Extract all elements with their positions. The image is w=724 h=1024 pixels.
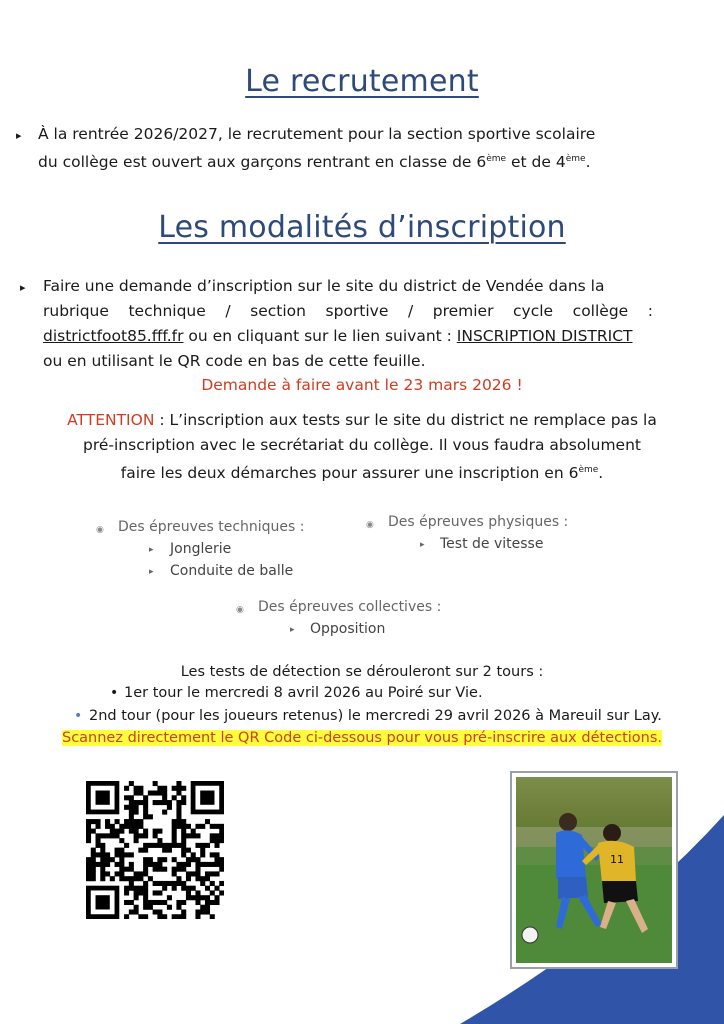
scan-instruction: Scannez directement le QR Code ci-dessous pour vous pré-inscrire aux détections.	[61, 730, 663, 746]
recrutement-text: À la rentrée 2026/2027, le recrutement pour la section sportive scolaire du collège est ouvert aux garçons rentrant en classe de 6ème et de 4ème.	[38, 125, 596, 172]
bullet-dot-icon: •	[110, 685, 119, 701]
epreuve-jonglerie: Jonglerie	[170, 541, 232, 557]
modalites-text: Faire une demande d’inscription sur le site du district de Vendée dans la rubrique technique / section sportive / premier cycle collège : districtfoot85.fff.fr ou en cliquant sur le lien suivant : INSCRIPTION DISTRICT ou en utilisant le QR code en bas de cette feuille.	[43, 277, 653, 370]
football-photo	[510, 771, 678, 969]
epreuve-opposition: Opposition	[310, 621, 386, 637]
bullet-triangle-icon: ▸	[149, 567, 154, 577]
jersey-number: 11	[610, 853, 624, 866]
epreuves-techniques-title: Des épreuves techniques :	[118, 519, 305, 535]
inscription-district-link[interactable]: INSCRIPTION DISTRICT	[456, 327, 633, 345]
epreuve-vitesse: Test de vitesse	[440, 536, 544, 552]
bullet-dot-icon: ◉	[366, 520, 374, 530]
bullet-triangle-icon: ▸	[420, 540, 425, 550]
bullet-triangle-icon: ▸	[149, 545, 154, 555]
epreuve-conduite: Conduite de balle	[170, 563, 294, 579]
district-site-link[interactable]: districtfoot85.fff.fr	[43, 327, 184, 345]
bullet-triangle-icon: ▸	[16, 129, 22, 142]
bullet-dot-icon: •	[74, 708, 83, 724]
bullet-dot-icon: ◉	[236, 605, 244, 615]
bullet-dot-icon: ◉	[96, 525, 104, 535]
attention-block: ATTENTION : L’inscription aux tests sur le site du district ne remplace pas la pré-inscription avec le secrétariat du collège. Il vous faudra absolument faire les deux démarches pour assurer une inscription en 6ème.	[67, 411, 657, 483]
epreuves-physiques-title: Des épreuves physiques :	[388, 514, 569, 530]
recrutement-title: Le recrutement	[245, 64, 479, 99]
bullet-triangle-icon: ▸	[290, 625, 295, 635]
bullet-triangle-icon: ▸	[20, 281, 26, 294]
deadline-text: Demande à faire avant le 23 mars 2026 !	[201, 376, 523, 394]
epreuves-collectives-title: Des épreuves collectives :	[258, 599, 442, 615]
tour-1: 1er tour le mercredi 8 avril 2026 au Poiré sur Vie.	[124, 685, 483, 701]
attention-label: ATTENTION	[67, 411, 155, 429]
modalites-title: Les modalités d’inscription	[158, 210, 566, 245]
tests-intro: Les tests de détection se dérouleront sur 2 tours :	[180, 664, 544, 680]
tour-2: 2nd tour (pour les joueurs retenus) le mercredi 29 avril 2026 à Mareuil sur Lay.	[89, 708, 662, 724]
qr-code[interactable]	[86, 781, 224, 919]
